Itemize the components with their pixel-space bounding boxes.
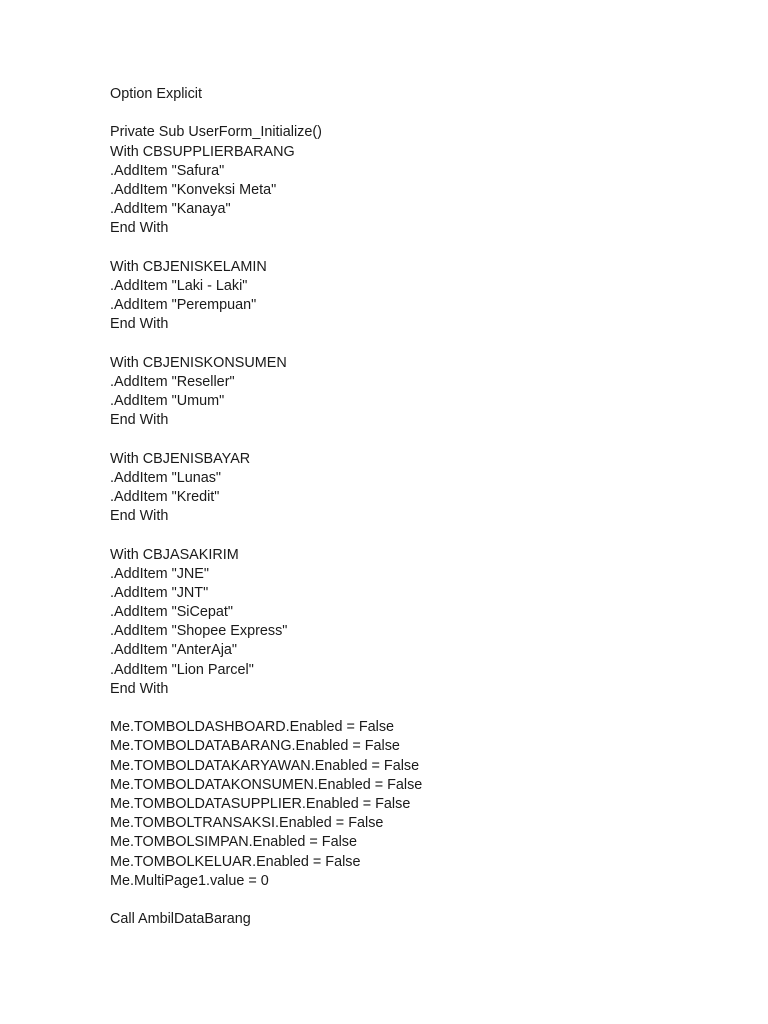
code-line: .AddItem "Umum"	[110, 393, 225, 409]
code-line: Me.TOMBOLDATASUPPLIER.Enabled = False	[110, 795, 411, 812]
code-line: .AddItem "Shopee Express"	[110, 623, 288, 640]
code-line: Me.TOMBOLDATAKONSUMEN.Enabled = False	[110, 776, 423, 793]
code-listing	[110, 85, 730, 929]
code-line: With CBJENISKONSUMEN	[110, 354, 287, 371]
code-line: Me.TOMBOLSIMPAN.Enabled = False	[110, 834, 358, 851]
code-line: .AddItem "JNT"	[110, 584, 209, 601]
blank-line	[110, 104, 730, 123]
code-line: With CBJASAKIRIM	[110, 546, 239, 563]
code-line: Me.TOMBOLDASHBOARD.Enabled = False	[110, 719, 395, 736]
code-line: .AddItem "Konveksi Meta"	[110, 181, 277, 198]
blank-line	[110, 334, 730, 353]
code-line: With CBJENISKELAMIN	[110, 258, 267, 275]
code-line: Me.TOMBOLTRANSAKSI.Enabled = False	[110, 815, 384, 832]
code-line: .AddItem "Lion Parcel"	[110, 661, 254, 678]
code-line: End With	[110, 316, 169, 333]
code-line: .AddItem "Safura"	[110, 162, 225, 179]
code-line: .AddItem "AnterAja"	[110, 642, 238, 659]
code-line: .AddItem "Lunas"	[110, 469, 222, 486]
code-line: Call AmbilDataBarang	[110, 911, 251, 928]
code-line: Me.TOMBOLKELUAR.Enabled = False	[110, 853, 361, 870]
blank-line	[110, 430, 730, 449]
code-line: Me.TOMBOLDATABARANG.Enabled = False	[110, 738, 400, 755]
code-line: End With	[110, 220, 169, 237]
code-line: With CBJENISBAYAR	[110, 450, 251, 467]
code-line: .AddItem "Reseller"	[110, 373, 235, 390]
code-line: .AddItem "Laki - Laki"	[110, 277, 248, 294]
blank-line	[110, 526, 730, 545]
blank-line	[110, 891, 730, 910]
code-line: With CBSUPPLIERBARANG	[110, 143, 295, 160]
code-line: Me.MultiPage1.value = 0	[110, 872, 269, 889]
code-line: .AddItem "Perempuan"	[110, 297, 257, 314]
code-line: .AddItem "SiCepat"	[110, 604, 234, 621]
code-line: Private Sub UserForm_Initialize()	[110, 124, 322, 141]
code-line: Option Explicit	[110, 86, 202, 102]
code-line: .AddItem "Kanaya"	[110, 201, 231, 218]
code-line: Me.TOMBOLDATAKARYAWAN.Enabled = False	[110, 757, 420, 774]
code-line: .AddItem "JNE"	[110, 565, 209, 582]
blank-line	[110, 699, 730, 718]
code-line: End With	[110, 680, 169, 697]
code-line: End With	[110, 508, 169, 525]
code-line: .AddItem "Kredit"	[110, 488, 220, 505]
blank-line	[110, 239, 730, 258]
code-line: End With	[110, 412, 169, 429]
